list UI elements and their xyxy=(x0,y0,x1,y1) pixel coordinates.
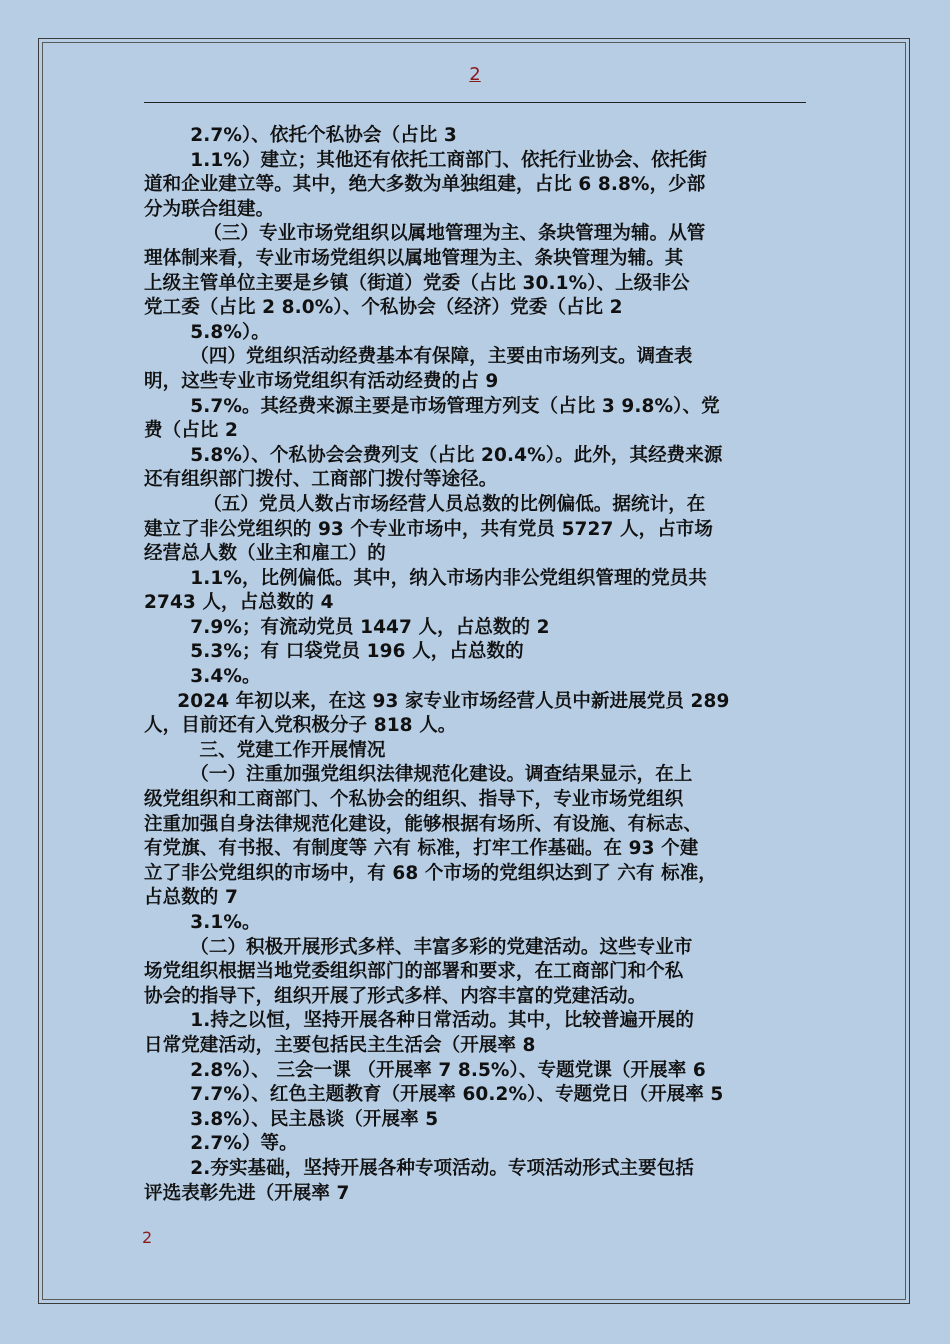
text-line: 三、党建工作开展情况 xyxy=(199,739,386,761)
text-line: 7.9%；有流动党员 1447 人，占总数的 2 xyxy=(190,616,550,638)
text-line: 3.1%。 xyxy=(190,912,261,933)
text-line: 明，这些专业市场党组织有活动经费的占 9 xyxy=(144,370,499,392)
text-line: 5.3%；有 口袋党员 196 人，占总数的 xyxy=(190,641,524,663)
text-line: 人，目前还有入党积极分子 818 人。 xyxy=(144,715,457,737)
text-line: 1.持之以恒，坚持开展各种日常活动。其中，比较普遍开展的 xyxy=(190,1010,694,1032)
text-line: 道和企业建立等。其中，绝大多数为单独组建，占比 6 8.8%，少部 xyxy=(144,174,706,196)
text-line: 3.4%。 xyxy=(190,666,261,688)
text-line: 2.夯实基础，坚持开展各种专项活动。专项活动形式主要包括 xyxy=(190,1157,694,1179)
text-line: 分为联合组建。 xyxy=(144,198,275,220)
text-line: 2024 年初以来，在这 93 家专业市场经营人员中新进展党员 289 xyxy=(177,690,730,712)
text-line: 还有组织部门拨付、工商部门拨付等途径。 xyxy=(144,469,498,491)
text-line: 建立了非公党组织的 93 个专业市场中，共有党员 5727 人，占市场 xyxy=(144,518,713,540)
document-body xyxy=(144,124,808,1206)
text-line: 2.7%）、依托个私协会（占比 3 xyxy=(190,125,457,146)
text-line: （四）党组织活动经费基本有保障，主要由市场列支。调查表 xyxy=(190,346,693,368)
text-line: 级党组织和工商部门、个私协会的组织、指导下，专业市场党组织 xyxy=(144,789,684,811)
text-line: 5.8%）。 xyxy=(190,321,270,343)
text-line: 评选表彰先进（开展率 7 xyxy=(144,1182,350,1204)
text-line: （二）积极开展形式多样、丰富多彩的党建活动。这些专业市 xyxy=(190,936,693,958)
text-line: 2743 人，占总数的 4 xyxy=(144,592,334,614)
text-line: 5.7%。其经费来源主要是市场管理方列支（占比 3 9.8%）、党 xyxy=(190,395,720,417)
text-line: 占总数的 7 xyxy=(144,887,238,909)
text-line: 2.7%）等。 xyxy=(190,1133,298,1155)
text-line: 1.1%）建立；其他还有依托工商部门、依托行业协会、依托街 xyxy=(190,149,707,171)
text-line: 经营总人数（业主和雇工）的 xyxy=(144,543,386,565)
text-line: 2.8%）、 三会一课 （开展率 7 8.5%）、专题党课（开展率 6 xyxy=(190,1059,706,1081)
header-divider xyxy=(144,102,806,103)
text-line: 场党组织根据当地党委组织部门的部署和要求，在工商部门和个私 xyxy=(144,961,684,983)
text-line: （一）注重加强党组织法律规范化建设。调查结果显示，在上 xyxy=(190,764,693,786)
text-line: 7.7%）、红色主题教育（开展率 60.2%）、专题党日（开展率 5 xyxy=(190,1084,724,1106)
footer-page-number: 2 xyxy=(142,1228,153,1247)
text-line: （五）党员人数占市场经营人员总数的比例偏低。据统计，在 xyxy=(203,493,706,515)
text-line: （三）专业市场党组织以属地管理为主、条块管理为辅。从管 xyxy=(203,223,706,245)
text-line: 立了非公党组织的市场中，有 68 个市场的党组织达到了 六有 标准， xyxy=(144,862,717,884)
text-line: 3.8%）、民主恳谈（开展率 5 xyxy=(190,1108,439,1130)
text-line: 协会的指导下，组织开展了形式多样、内容丰富的党建活动。 xyxy=(144,985,647,1007)
text-line: 党工委（占比 2 8.0%）、个私协会（经济）党委（占比 2 xyxy=(144,297,623,319)
text-line: 有党旗、有书报、有制度等 六有 标准，打牢工作基础。在 93 个建 xyxy=(144,838,699,860)
text-line: 1.1%，比例偏低。其中，纳入市场内非公党组织管理的党员共 xyxy=(190,567,707,589)
text-line: 日常党建活动，主要包括民主生活会（开展率 8 xyxy=(144,1034,536,1056)
header-page-number: 2 xyxy=(469,64,481,85)
text-line: 费（占比 2 xyxy=(144,420,238,442)
text-line: 5.8%）、个私协会会费列支（占比 20.4%）。此外，其经费来源 xyxy=(190,444,723,466)
text-line: 上级主管单位主要是乡镇（街道）党委（占比 30.1%）、上级非公 xyxy=(144,272,690,294)
text-line: 理体制来看，专业市场党组织以属地管理为主、条块管理为辅。其 xyxy=(144,247,684,269)
text-line: 注重加强自身法律规范化建设，能够根据有场所、有设施、有标志、 xyxy=(144,813,703,835)
